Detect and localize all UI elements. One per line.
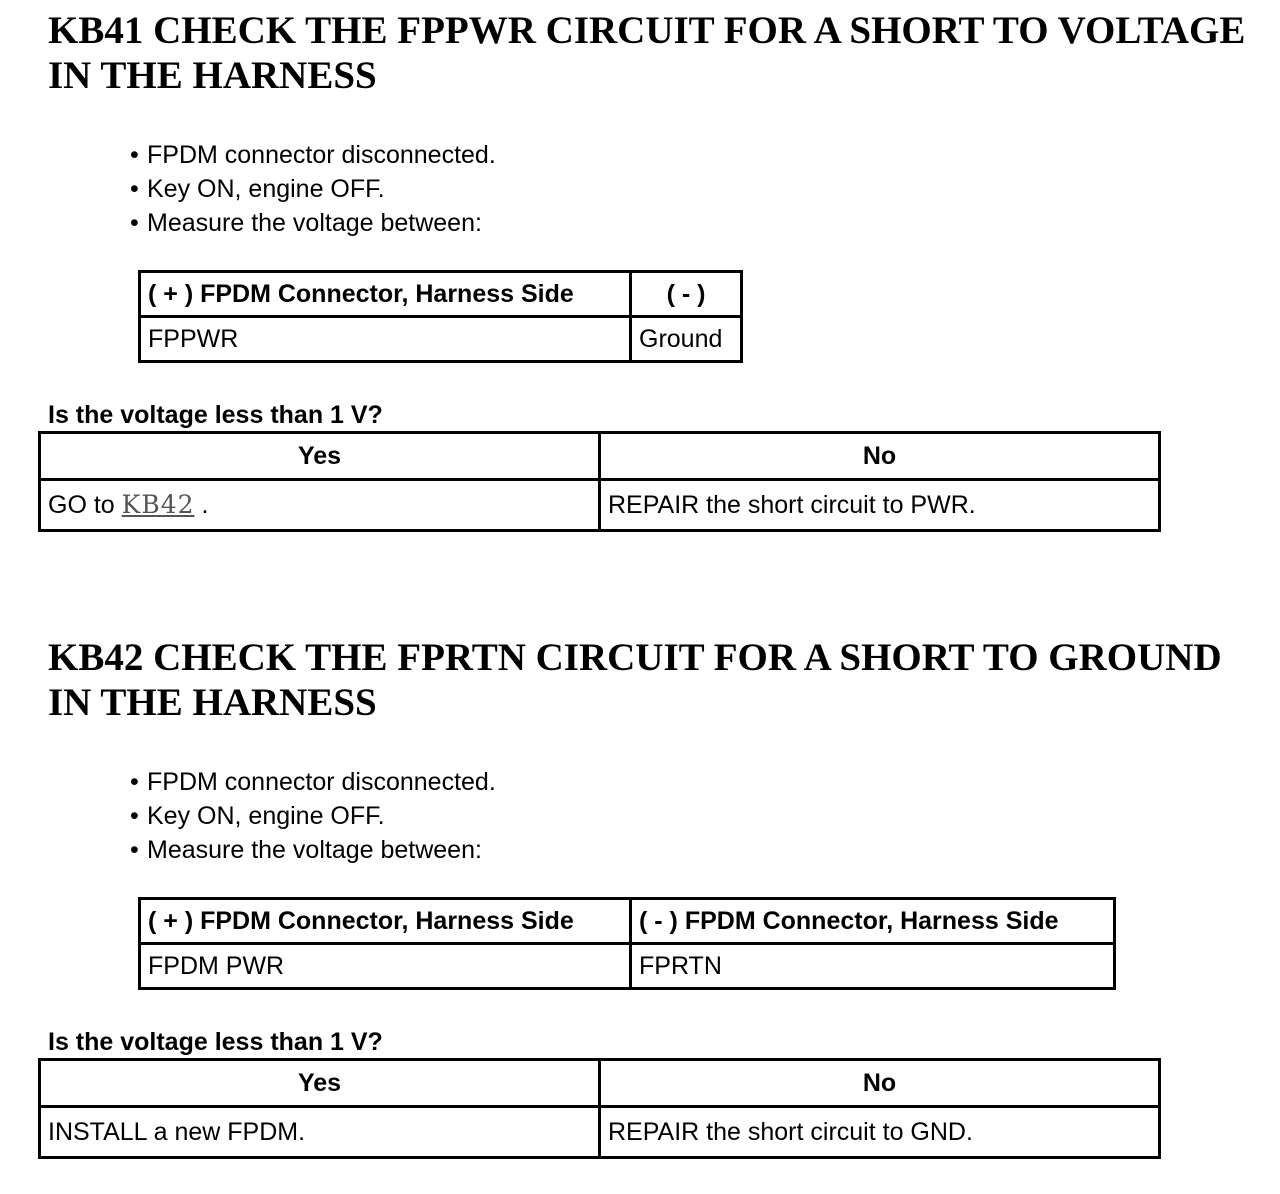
kb41-measure-table (138, 270, 743, 363)
step-item: • Key ON, engine OFF. (130, 172, 496, 206)
table-row (140, 317, 742, 362)
kb42-link[interactable]: KB42 (121, 490, 195, 519)
positive-lead-cell: FPPWR (140, 317, 631, 362)
kb41-answer-table (38, 431, 1161, 532)
positive-lead-cell: FPDM PWR (140, 944, 631, 989)
step-item: • Measure the voltage between: (130, 206, 496, 240)
negative-lead-cell: Ground (631, 317, 742, 362)
kb41-steps (130, 138, 496, 240)
kb42-question: Is the voltage less than 1 V? (48, 1028, 383, 1056)
negative-lead-header: ( - ) (631, 272, 742, 317)
table-header-row (140, 899, 1115, 944)
yes-action-text: GO to (48, 491, 122, 519)
step-item: • FPDM connector disconnected. (130, 765, 496, 799)
table-row (40, 480, 1160, 531)
no-cell: REPAIR the short circuit to PWR. (600, 480, 1160, 531)
negative-lead-cell: FPRTN (631, 944, 1115, 989)
yes-action-suffix: . (194, 491, 209, 519)
kb41-heading: KB41 CHECK THE FPPWR CIRCUIT FOR A SHORT TO VOLTAGE IN THE HARNESS (48, 9, 1246, 97)
kb42-measure-table (138, 897, 1116, 990)
yes-cell: INSTALL a new FPDM. (40, 1107, 600, 1158)
yes-cell (40, 480, 600, 531)
negative-lead-header: ( - ) FPDM Connector, Harness Side (631, 899, 1115, 944)
step-item: • Measure the voltage between: (130, 833, 496, 867)
table-row (40, 1107, 1160, 1158)
kb41-question: Is the voltage less than 1 V? (48, 401, 383, 429)
step-item: • FPDM connector disconnected. (130, 138, 496, 172)
table-row (140, 944, 1115, 989)
no-header: No (600, 433, 1160, 480)
kb42-heading: KB42 CHECK THE FPRTN CIRCUIT FOR A SHORT TO GROUND IN THE HARNESS (48, 636, 1222, 724)
yes-header: Yes (40, 433, 600, 480)
table-header-row (140, 272, 742, 317)
positive-lead-header: ( + ) FPDM Connector, Harness Side (140, 272, 631, 317)
step-item: • Key ON, engine OFF. (130, 799, 496, 833)
no-header: No (600, 1060, 1160, 1107)
table-header-row (40, 1060, 1160, 1107)
yes-header: Yes (40, 1060, 600, 1107)
kb42-steps (130, 765, 496, 867)
table-header-row (40, 433, 1160, 480)
no-cell: REPAIR the short circuit to GND. (600, 1107, 1160, 1158)
kb42-answer-table (38, 1058, 1161, 1159)
positive-lead-header: ( + ) FPDM Connector, Harness Side (140, 899, 631, 944)
